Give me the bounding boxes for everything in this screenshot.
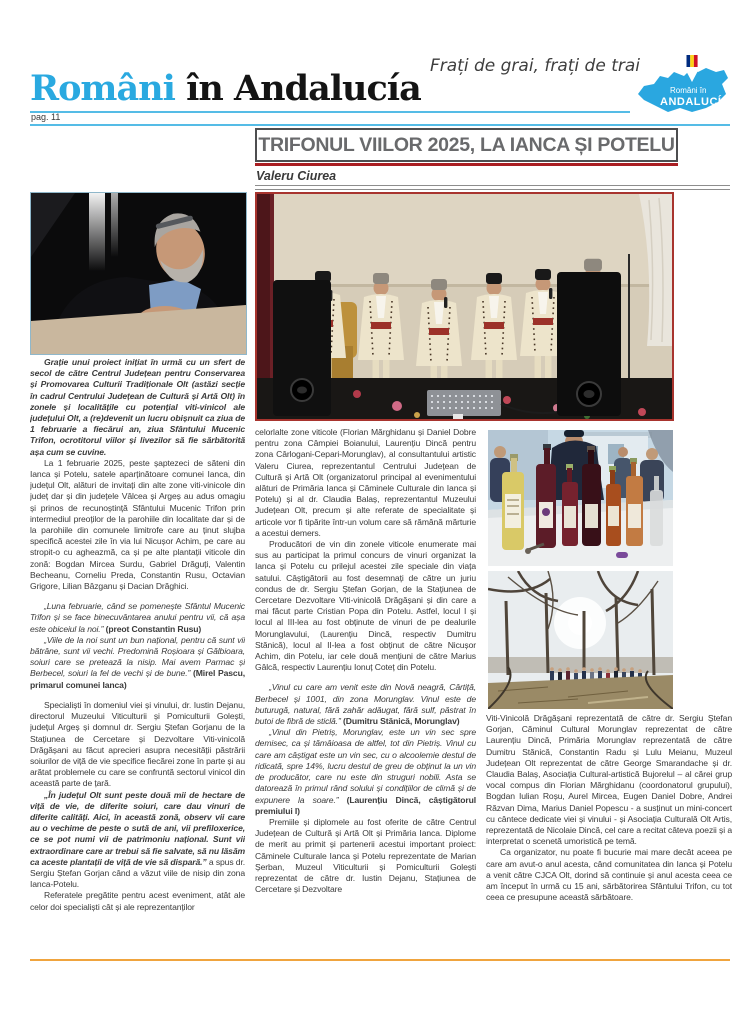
byline-double-rule (255, 185, 730, 190)
text-segment: (Mirel Pascu, primarul comunei Ianca) (30, 668, 245, 690)
paragraph (30, 601, 245, 635)
paragraph (30, 790, 245, 891)
text-segment: Producători de vin din zonele viticole enumerate mai sus au participat la primul concurs de vinuri organizat la Ianca și Potelu cu prilejul acestei zile speciale din viața satului. Câștigătorii au fost desemnați de către un juriu condus de dr. Sergiu Ștefan Gorjan, de la Stațiunea de Cercetare Dezvoltare Viti-vinicolă Drăgășani și din care a mai făcut parte Cristian Popa din Potelu. Astfel, locul I și locul al III-lea au fost obținute de vinuri de pe dealurile Morunglavului, (Laurențiu Dincă, respectiv Dumitru Stănică), locul al II-lea a fost obținut de către Nicușor Achim, din Potelu, iar cele două mențiuni de către Marius Gâlcă, respectiv Laurențiu Ionuț Coteț din Potelu. (255, 539, 476, 673)
article-column-right (486, 713, 732, 958)
paragraph (30, 700, 245, 790)
portrait-photo (30, 192, 247, 355)
text-segment: Viti-Vinicolă Drăgășani reprezentată de către dr. Sergiu Ștefan Gorjan, Căminul Cultural Morunglav reprezentat de către Laurențiu Dincă, Primăria Morunglav reprezentată de către Dumitru Stănică, Constantin Radu și Lulu Meianu, Muzeul Județean Olt reprezentat de către George Smarandache și dr. Claudia Balaș, Asociația Cultural-artistică Bujorelul – al cărei grup vocal compus din Florian Mărghidanu (coordonatorul grupului), Bogdan Iulian Roșu, Aurel Mircea, Eugen Daniel Dobre, Andrei Răzvan Dima, Marius Daniel Popescu - a susținut un mini-concert cu cântece dedicate viei și vinului - și Asociația Culturală Olt Artis, reprezentată de Nicolaie Dincă, cel care a recitat câteva poezii și a interpretat o scenetă umoristică pe temă. (486, 713, 732, 847)
paragraph (255, 682, 476, 727)
paragraph (30, 635, 245, 691)
text-segment: Referatele pregătite pentru acest eveniment, atât ale celor doi specialiști cât și ale reprezentanților (30, 890, 245, 912)
page-bottom-rule (30, 959, 730, 961)
text-segment: celorlalte zone viticole (Florian Mărghidanu și Daniel Dobre pentru zona Câmpiei Boianului, Laurențiu Dincă pentru zona Cârlogani-Cepari-Morunglav), al consultantului artistic Valeru Ciurea, reprezentantul Centrului Județean de Cultură și Artă Olt (organizatorul principal al evenimentului alături de Primăria Ianca și Căminele Culturale din Ianca și Potelu) și al dr. Claudia Balaș, reprezentantul Muzeului Județean Olt, precum și alte referate de specialitate și articole vor fi tipărite într-un volum care să rămână mărturie a acestui demers. (255, 427, 476, 538)
text-segment: „Viile de la noi sunt un bun național, pentru că sunt vii bătrâne, sunt vii vechi. Predomină Roșioara și Gălbioara, soiuri care se pretează la nisip. Mai avem Parmac și Berbecel, soiuri la fel de vechi și de bune.” (30, 634, 245, 679)
masthead (30, 68, 421, 109)
text-segment: „Vinul cu care am venit este din Novă neagră, Cârtiță, Berbecel și 1001, din zona Morunglav. Vinul este de buturugă, natural, fără zahăr adăugat, fără sulf, păstrat în butoi de fibră de sticlă.” (255, 682, 476, 727)
folk-choir-photo (255, 192, 674, 421)
text-segment: (Dumitru Stănică, Morunglav) (343, 716, 460, 727)
headline-red-rule (255, 163, 678, 166)
text-segment: La 1 februarie 2025, peste șaptezeci de săteni din Ianca și Potelu, satele aparținătoare comunei Ianca, din județul Olt, alături de invitați din alte zone viti-vinicole din județ dar și din județele Vâlcea și Argeș au adus omagiu și prinos de recunoștință Sfântului Mucenic Trifon prin intermediul preoților de la parohiile din localitate dar și de la parohiile din comunele limitrofe care au ținut slujba specifică acestei zile în via lui Nicușor Achim, pe care au stropit-o cu agheazmă, ca și pe alte plantații viticole din zonă: Bogdan Mircea Surdu, Gabriel Drăguți, Valentin Becheanu, Corneliu Preda, Constantin Rusu, Octavian Grigore, Lilian Bâzganu și Dacian Drăghici. (30, 457, 245, 592)
logo-text-line1: Români în (670, 86, 707, 95)
header-rule-bottom (30, 124, 730, 126)
article-column-left (30, 357, 245, 958)
text-segment: (preot Constantin Rusu) (105, 623, 202, 634)
text-segment: „În județul Olt sunt peste două mii de hectare de viță de vie, de diferite soiuri, care dau vinuri de diferite calități. Aici, în această zonă, observ vii care au o vechime de peste o sută de ani, vii prefiloxerice, ce se pot numi vii de patrimoniu național. Sunt vii extraordinare care ar trebui să fie salvate, să nu lăsăm ca aceste plantații de viță de vie să dispară.” (30, 789, 245, 867)
text-segment: (Laurențiu Dincă, câștigătorul premiului I) (255, 794, 476, 816)
text-segment: Ca organizator, nu poate fi bucurie mai mare decât aceea pe care am avut-o anul acesta, când comunitatea din Ianca și Potelu a venit către CJCA Olt, dorind să continuie și anul acesta ceea ce am început în urmă cu 15 ani, sărbătorirea Sfântului Trifon, cu tot ceea ce presupune această sărbătoare. (486, 847, 732, 903)
masthead-word-romani: Români (30, 68, 175, 109)
text-segment: Grație unui proiect inițiat în urmă cu un sfert de secol de către Centrul Județean pentru Conservarea și Promovarea Culturii Tradiționale Olt (astăzi secție în cadrul Centrului Județean de Cultură și Artă Olt) în zonele și localitățile cu potențial viti-vinicol ale județului Olt, a (re)devenit un lucru obișnuit ca ziua de 1 februarie a fiecărui an, ziua Sfântului Mucenic Trifon, ocrotitorul viilor și livezilor să fie sărbătorită așa cum se cuvine. (30, 357, 245, 457)
paragraph (30, 890, 245, 912)
paragraph (30, 357, 245, 458)
author-byline: Valeru Ciurea (256, 169, 337, 183)
text-segment: Specialiști în domeniul viei și vinului, dr. Iustin Dejanu, directorul Muzeului Viticulturii și Pomiculturii Golești, județul Argeș și domnul dr. Sergiu Ștefan Gorjanu de la Stațiunea de Cercetare și Dezvoltare Viti-vinicolă Drăgășani au făcut aprecieri asupra necesității păstrării soiurilor de viță de vie specifice fiecărei zone în parte și au arătat problemele cu care se confruntă sectorul vinicol din această parte de țară. (30, 699, 245, 789)
text-segment: Premiile și diplomele au fost oferite de către Centrul Județean de Cultură și Artă Olt și Primăria Ianca. Diplome de merit au primit și partenerii acestui important proiect: Căminele Culturale Ianca și Potelu reprezentate de Marian Șerban, Muzeul Viticulturii și Pomiculturii Golești reprezentat de către dr. Iustin Dejanu, Stațiunea de Cercetare și Dezvoltare (255, 816, 476, 895)
text-segment: a spus dr. Sergiu Ștefan Gorjan când a văzut viile de nisip din zona Ianca-Potelu. (30, 856, 245, 890)
logo-text-line2: ANDALUCÍA (660, 96, 730, 108)
article-column-middle (255, 427, 476, 958)
paragraph (486, 713, 732, 847)
page-number: pag. 11 (31, 112, 61, 122)
header-rule-top (30, 111, 630, 113)
text-segment: „Luna februarie, când se pomenește Sfântul Mucenic Trifon și se face binecuvântarea anului pentru vii, că așa este obiceiul la noi.” (30, 601, 245, 634)
masthead-word-andalucia: în Andalucía (174, 68, 421, 109)
vineyard-crowd-photo (488, 571, 673, 709)
paragraph (255, 427, 476, 539)
tagline: Frați de grai, frați de trai (430, 56, 640, 76)
paragraph (255, 727, 476, 817)
paragraph (255, 817, 476, 895)
headline: TRIFONUL VIILOR 2025, LA IANCA ȘI POTELU (255, 128, 678, 162)
paragraph (255, 539, 476, 673)
andalucia-map-logo-icon (634, 48, 732, 128)
text-segment: „Vinul din Pietriș, Morunglav, este un vin sec spre demisec, ca și tămâioasa de altfel, tot din Pietriș. Vinul cu care am câștigat este un vin sec, cu o alcoolemie destul de ridicată, spre 14%, lucru destul de greu de obținut la un vin de producător, care nu este din struguri nobili. Asta se datorează în primul rând solului și condițiilor de climă și de expunere la soare.” (255, 727, 476, 805)
paragraph (486, 847, 732, 903)
wine-bottles-photo (488, 430, 673, 566)
paragraph (30, 458, 245, 592)
